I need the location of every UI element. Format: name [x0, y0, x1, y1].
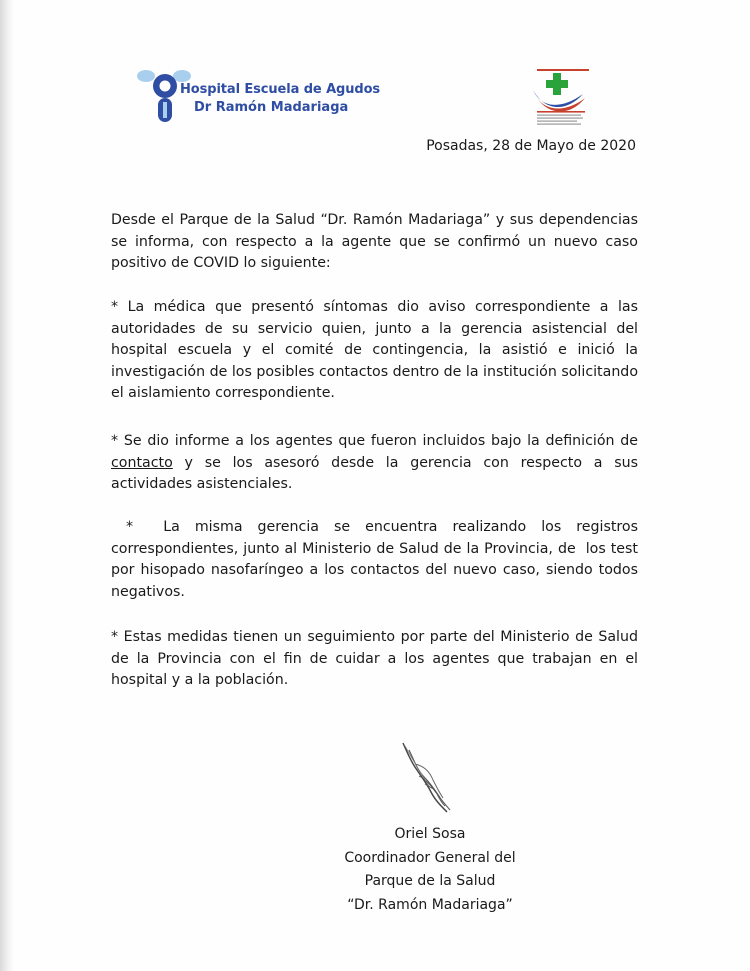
paragraph-intro	[111, 210, 638, 275]
signer-title-3: “Dr. Ramón Madariaga”	[347, 896, 513, 913]
paragraph-contacts-text	[111, 431, 638, 496]
paragraph-measures	[111, 627, 638, 692]
date-line: Posadas, 28 de Mayo de 2020	[426, 138, 636, 154]
paragraph-tests-text: * La misma gerencia se encuentra realizando los registros correspondientes, junto al Ministerio de Salud de la Provincia, de los test por hisopado nasofaríngeo a los contactos del nuevo caso, siendo todos negativos.	[111, 519, 643, 600]
signer-title-1: Coordinador General del	[344, 849, 516, 866]
contacto-underlined: contacto	[111, 454, 173, 471]
handwritten-signature-icon	[395, 740, 455, 815]
signature-block	[300, 823, 560, 917]
signer-name: Oriel Sosa	[394, 826, 466, 842]
hospital-person-logo-icon	[136, 66, 196, 128]
paragraph-measures-text: * Estas medidas tienen un seguimiento por parte del Ministerio de Salud de la Provincia con el fin de cuidar a los agentes que trabajan en el hospital y a la población.	[111, 629, 638, 688]
paragraph-contacts	[111, 431, 638, 496]
paragraph-symptoms	[111, 297, 638, 405]
page-edge-shadow	[0, 0, 14, 971]
signer-title-2: Parque de la Salud	[364, 873, 496, 889]
paragraph-tests	[111, 517, 643, 603]
hospital-logo-line1: Hospital Escuela de Agudos	[180, 82, 381, 97]
paragraph-symptoms-text: * La médica que presentó síntomas dio aviso correspondiente a las autoridades de su servicio quien, junto a la gerencia asistencial del hospital escuela y el comité de contingencia, la asistió e inició la investigación de los posibles contactos dentro de la institución solicitando el aislamiento correspondiente.	[111, 299, 638, 401]
contacts-text-after: y se los asesoró desde la gerencia con respecto a sus actividades asistenciales.	[111, 454, 638, 492]
fundacion-logo	[527, 68, 591, 130]
paragraph-intro-text: Desde el Parque de la Salud “Dr. Ramón Madariaga” y sus dependencias se informa, con respecto a la agente que se confirmó un nuevo caso positivo de COVID lo siguiente:	[111, 212, 638, 271]
fundacion-parque-salud-logo-icon	[527, 68, 591, 130]
contacts-text-before: * Se dio informe a los agentes que fueron incluidos bajo la definición de	[111, 433, 638, 449]
hospital-logo-line2: Dr Ramón Madariaga	[194, 100, 349, 115]
hospital-logo	[136, 66, 381, 128]
